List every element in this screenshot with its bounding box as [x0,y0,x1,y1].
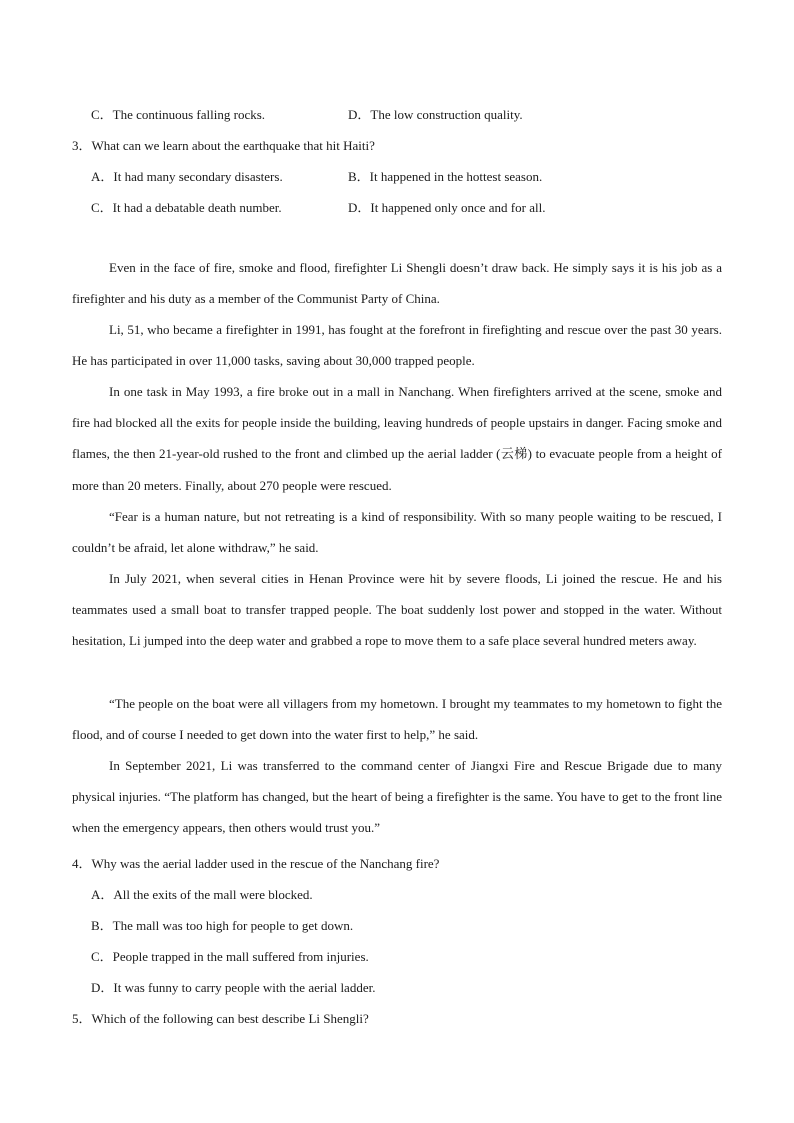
passage-paragraph-6: “The people on the boat were all villagers from my hometown. I brought my teammates to my hometown to fight the flood, and of course I needed to get down into the water first to help,” he said. [72,696,722,743]
passage-paragraph-7: In September 2021, Li was transferred to the command center of Jiangxi Fire and Rescue Brigade due to many physical injuries. “The platform has changed, but the heart of being a firefighter is the same. You have to get to the front line when the emergency appears, then others would trust you.” [72,758,722,836]
passage-paragraph-3: In one task in May 1993, a fire broke out in a mall in Nanchang. When firefighters arrived at the scene, smoke and fire had blocked all the exits for people inside the building, leaving hundreds of people upstairs in danger. Facing smoke and flames, the then 21-year-old rushed to the front and climbed up the aerial ladder (云梯) to evacuate people from a height of more than 20 meters. Finally, about 270 people were rescued. [72,384,722,493]
q3-stem: 3．What can we learn about the earthquake that hit Haiti? [72,138,375,153]
q3-option-a[interactable]: A．It had many secondary disasters. [91,169,283,184]
q3-option-d[interactable]: D．It happened only once and for all. [348,200,546,215]
q4-option-d[interactable]: D．It was funny to carry people with the aerial ladder. [91,980,376,995]
q4-option-b[interactable]: B．The mall was too high for people to get down. [91,918,354,933]
q5-stem: 5．Which of the following can best describe Li Shengli? [72,1011,369,1026]
q3-option-b[interactable]: B．It happened in the hottest season. [348,169,543,184]
q2-option-d[interactable]: D．The low construction quality. [348,107,523,122]
passage-paragraph-4: “Fear is a human nature, but not retreating is a kind of responsibility. With so many people waiting to be rescued, I couldn’t be afraid, let alone withdraw,” he said. [72,509,722,556]
q4-option-c[interactable]: C．People trapped in the mall suffered from injuries. [91,949,369,964]
q3-option-c[interactable]: C．It had a debatable death number. [91,200,282,215]
q2-option-c[interactable]: C．The continuous falling rocks. [91,107,266,122]
passage-paragraph-2: Li, 51, who became a firefighter in 1991, has fought at the forefront in firefighting and rescue over the past 30 years. He has participated in over 11,000 tasks, saving about 30,000 trapped people. [72,322,722,369]
q4-option-a[interactable]: A．All the exits of the mall were blocked. [91,887,313,902]
q4-stem: 4．Why was the aerial ladder used in the rescue of the Nanchang fire? [72,856,440,871]
passage-paragraph-1: Even in the face of fire, smoke and flood, firefighter Li Shengli doesn’t draw back. He simply says it is his job as a firefighter and his duty as a member of the Communist Party of China. [72,260,722,307]
passage-paragraph-5: In July 2021, when several cities in Henan Province were hit by severe floods, Li joined the rescue. He and his teammates used a small boat to transfer trapped people. The boat suddenly lost power and stopped in the water. Without hesitation, Li jumped into the deep water and grabbed a rope to move them to a safe place several hundred meters away. [72,571,722,649]
